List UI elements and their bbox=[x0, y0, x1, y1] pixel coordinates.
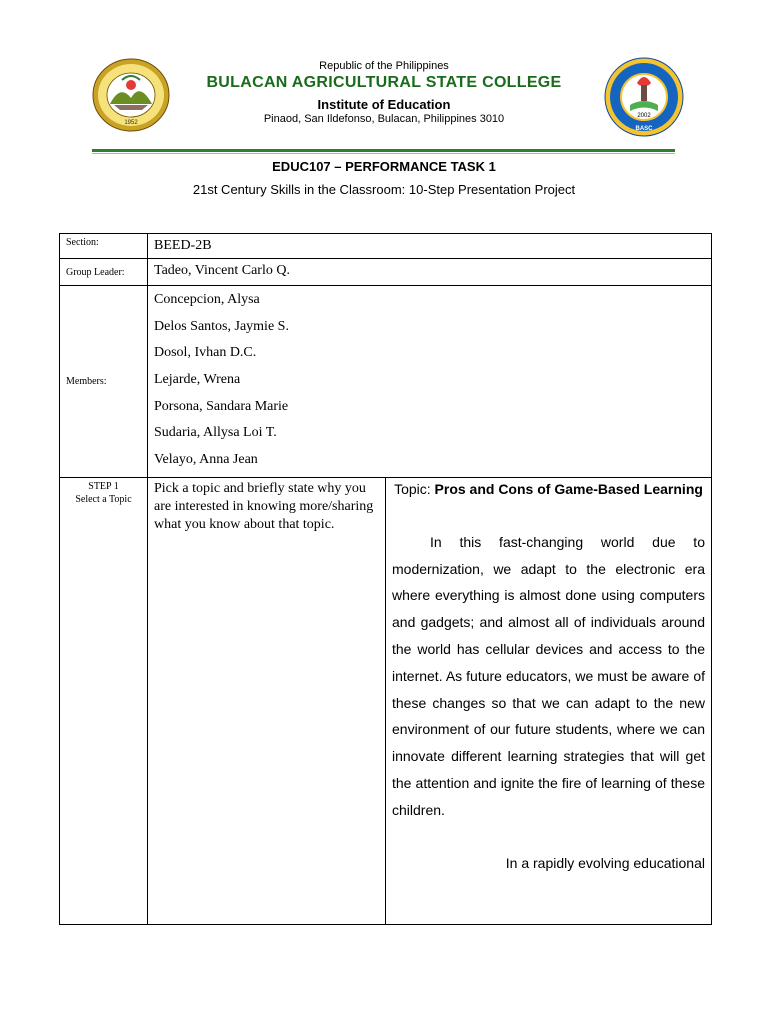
table-row bbox=[60, 477, 712, 924]
member-name: Velayo, Anna Jean bbox=[154, 452, 258, 468]
section-label: Section: bbox=[60, 234, 148, 259]
table-row bbox=[60, 286, 712, 478]
member-name: Sudaria, Allysa Loi T. bbox=[154, 425, 277, 441]
group-leader-value: Tadeo, Vincent Carlo Q. bbox=[148, 259, 712, 286]
topic-title: Pros and Cons of Game-Based Learning bbox=[434, 480, 703, 497]
project-info-table bbox=[59, 233, 712, 925]
step-label bbox=[60, 477, 148, 924]
member-name: Dosol, Ivhan D.C. bbox=[154, 345, 257, 361]
republic-line: Republic of the Philippines bbox=[319, 60, 449, 72]
task-title: 21st Century Skills in the Classroom: 10-Step Presentation Project bbox=[192, 182, 576, 197]
college-address: Pinaod, San Ildefonso, Bulacan, Philippines 3010 bbox=[263, 113, 505, 125]
topic-heading bbox=[392, 476, 705, 503]
member-name: Delos Santos, Jaymie S. bbox=[154, 318, 289, 334]
institute-seal-sub: BASC bbox=[635, 126, 653, 132]
topic-prefix: Topic: bbox=[394, 480, 435, 497]
institute-seal-year: 2002 bbox=[637, 113, 651, 119]
group-leader-label: Group Leader: bbox=[60, 259, 148, 286]
seal-year: 1952 bbox=[124, 120, 138, 126]
header-divider-thin bbox=[92, 153, 675, 154]
college-name: BULACAN AGRICULTURAL STATE COLLEGE bbox=[206, 74, 562, 91]
member-name: Concepcion, Alysa bbox=[154, 292, 260, 307]
task-code: EDUC107 – PERFORMANCE TASK 1 bbox=[272, 159, 496, 174]
step-prompt: Pick a topic and briefly state why you are interested in knowing more/sharing what you know about that topic. bbox=[148, 477, 386, 924]
answer-paragraph: In this fast-changing world due to modernization, we adapt to the electronic era where everything is almost done using computers and gadgets; and almost all of individuals around the world has cellular devices and access to the internet. As future educators, we must be aware of these changes so that we can adapt to the new environment of our future students, where we can innovate different learning strategies that will get the attention and ignite the fire of learning of these children. bbox=[392, 533, 705, 818]
section-value: BEED-2B bbox=[148, 234, 712, 259]
header-divider bbox=[92, 149, 675, 152]
member-name: Porsona, Sandara Marie bbox=[154, 398, 289, 414]
table-row bbox=[60, 234, 712, 259]
step-name: Select a Topic bbox=[75, 493, 132, 505]
answer-paragraph-continued: In a rapidly evolving educational bbox=[505, 854, 705, 871]
member-name: Lejarde, Wrena bbox=[154, 372, 241, 388]
step-number: STEP 1 bbox=[88, 480, 119, 492]
members-list bbox=[148, 286, 712, 478]
institute-name: Institute of Education bbox=[317, 97, 451, 112]
table-row bbox=[60, 259, 712, 286]
members-label: Members: bbox=[60, 286, 148, 478]
step-answer bbox=[386, 477, 712, 924]
